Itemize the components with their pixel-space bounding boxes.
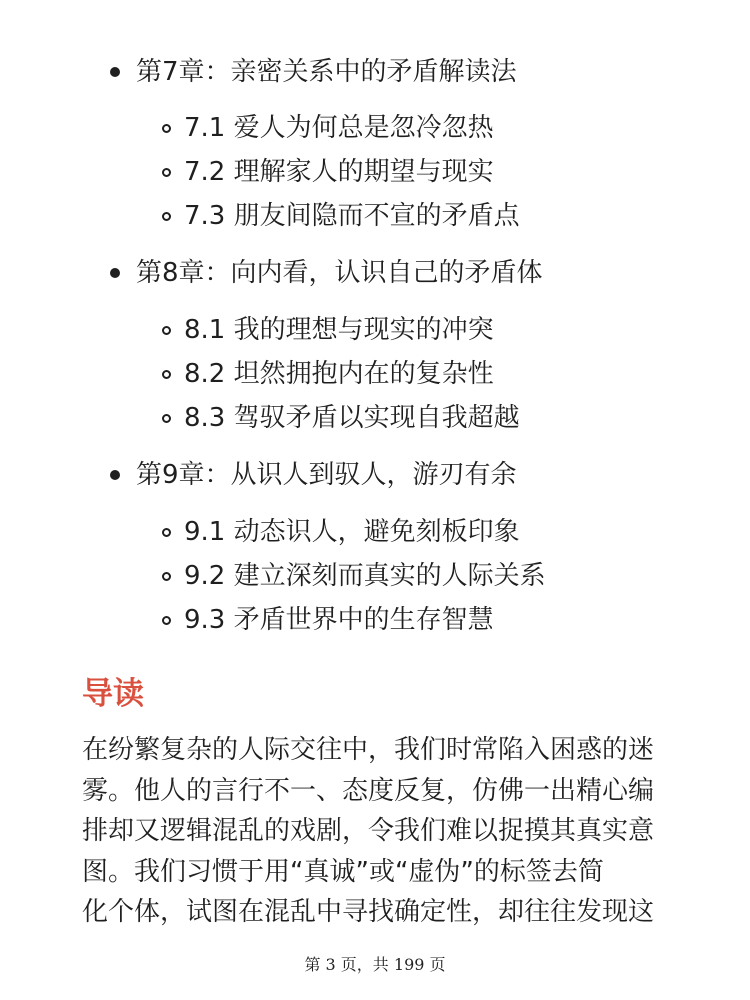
toc-section-7-1 <box>162 108 494 148</box>
toc-section-7-2 <box>162 152 494 192</box>
section-label: 8.2 坦然拥抱内在的复杂性 <box>184 359 494 389</box>
hollow-bullet-icon <box>162 370 171 379</box>
toc-section-9-2 <box>162 556 546 596</box>
hollow-bullet-icon <box>162 616 171 625</box>
intro-heading: 导读 <box>82 676 144 712</box>
bullet-icon <box>110 268 120 278</box>
toc-chapter-9 <box>110 455 517 495</box>
toc-chapter-8 <box>110 253 543 293</box>
hollow-bullet-icon <box>162 528 171 537</box>
chapter-label: 第9章：从识人到驭人，游刃有余 <box>136 460 517 490</box>
chapter-label: 第8章：向内看，认识自己的矛盾体 <box>136 258 543 288</box>
section-label: 8.3 驾驭矛盾以实现自我超越 <box>184 403 520 433</box>
toc-section-7-3 <box>162 196 520 236</box>
section-label: 7.1 爱人为何总是忽冷忽热 <box>184 113 494 143</box>
intro-line: 在纷繁复杂的人际交往中，我们时常陷入困惑的迷 <box>82 735 655 765</box>
toc-section-8-1 <box>162 310 494 350</box>
section-label: 7.2 理解家人的期望与现实 <box>184 157 494 187</box>
section-label: 9.1 动态识人，避免刻板印象 <box>184 517 520 547</box>
bullet-icon <box>110 470 120 480</box>
hollow-bullet-icon <box>162 212 171 221</box>
section-label: 8.1 我的理想与现实的冲突 <box>184 315 494 345</box>
hollow-bullet-icon <box>162 168 171 177</box>
hollow-bullet-icon <box>162 326 171 335</box>
toc-section-9-3 <box>162 600 494 640</box>
intro-line: 雾。他人的言行不一、态度反复，仿佛一出精心编 <box>82 775 655 806</box>
intro-line: 排却又逻辑混乱的戏剧，令我们难以捉摸其真实意 <box>82 816 655 846</box>
bullet-icon <box>110 67 120 77</box>
intro-line: 化个体，试图在混乱中寻找确定性，却往往发现这 <box>82 897 655 927</box>
page-number: 第 3 页，共 199 页 <box>304 955 446 974</box>
section-label: 9.2 建立深刻而真实的人际关系 <box>184 561 546 591</box>
section-label: 9.3 矛盾世界中的生存智慧 <box>184 605 494 635</box>
hollow-bullet-icon <box>162 414 171 423</box>
toc-section-9-1 <box>162 512 520 552</box>
hollow-bullet-icon <box>162 572 171 581</box>
toc-section-8-2 <box>162 354 494 394</box>
section-label: 7.3 朋友间隐而不宣的矛盾点 <box>184 201 520 231</box>
toc-section-8-3 <box>162 398 520 438</box>
toc-chapter-7 <box>110 52 517 92</box>
intro-line: 图。我们习惯于用“真诚”或“虚伪”的标签去简 <box>82 856 604 887</box>
intro-paragraph <box>82 730 672 933</box>
chapter-label: 第7章：亲密关系中的矛盾解读法 <box>136 57 517 87</box>
hollow-bullet-icon <box>162 124 171 133</box>
